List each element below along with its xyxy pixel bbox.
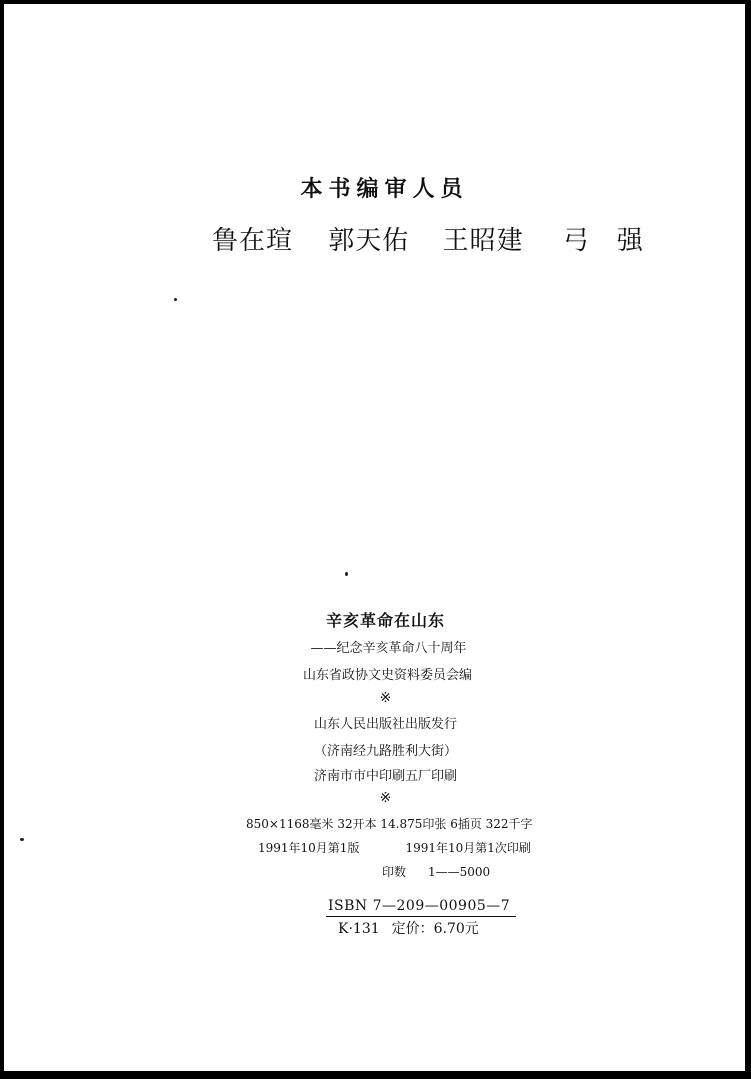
page-border-top: [0, 0, 751, 4]
page-border-right: [745, 0, 751, 1079]
edition-info: [258, 839, 531, 856]
price: 定价：6.70元: [391, 921, 479, 937]
edition-first: 1991年10月第1版: [258, 841, 360, 855]
separator-symbol: ※: [379, 690, 392, 706]
compiler: 山东省政协文史资料委员会编: [302, 668, 472, 683]
editors-heading: 本书编审人员: [300, 176, 469, 202]
print-run-label: 印数: [382, 865, 407, 879]
book-title: 辛亥革命在山东: [325, 611, 445, 630]
print-run-value: 1——5000: [428, 865, 491, 879]
scan-speck: [345, 572, 348, 576]
page-border-bottom: [0, 1071, 751, 1079]
editors-names: [212, 220, 671, 257]
separator-symbol: ※: [379, 790, 392, 806]
book-specs: 850×1168毫米 32开本 14.875印张 6插页 322千字: [246, 817, 533, 831]
scan-speck: [174, 298, 177, 301]
print-run: [382, 863, 490, 880]
isbn: ISBN 7—209—00905—7: [328, 898, 511, 914]
printing-first: 1991年10月第1次印刷: [405, 841, 531, 855]
book-subtitle: ——纪念辛亥革命八十周年: [310, 641, 467, 656]
editor-name: 弓强: [562, 226, 671, 256]
printer: 济南市市中印刷五厂印刷: [313, 769, 457, 784]
category-code: K·131: [338, 921, 380, 937]
editor-name: 鲁在瑄: [212, 226, 294, 256]
page-border-left: [0, 0, 4, 1079]
publisher: 山东人民出版社出版发行: [313, 717, 457, 732]
isbn-divider: [326, 916, 516, 917]
editor-name: 王昭建: [442, 226, 524, 256]
scan-speck: [20, 838, 24, 841]
editor-name: 郭天佑: [328, 226, 410, 256]
price-line: [338, 918, 479, 938]
publisher-address: （济南经九路胜利大街）: [313, 744, 457, 759]
